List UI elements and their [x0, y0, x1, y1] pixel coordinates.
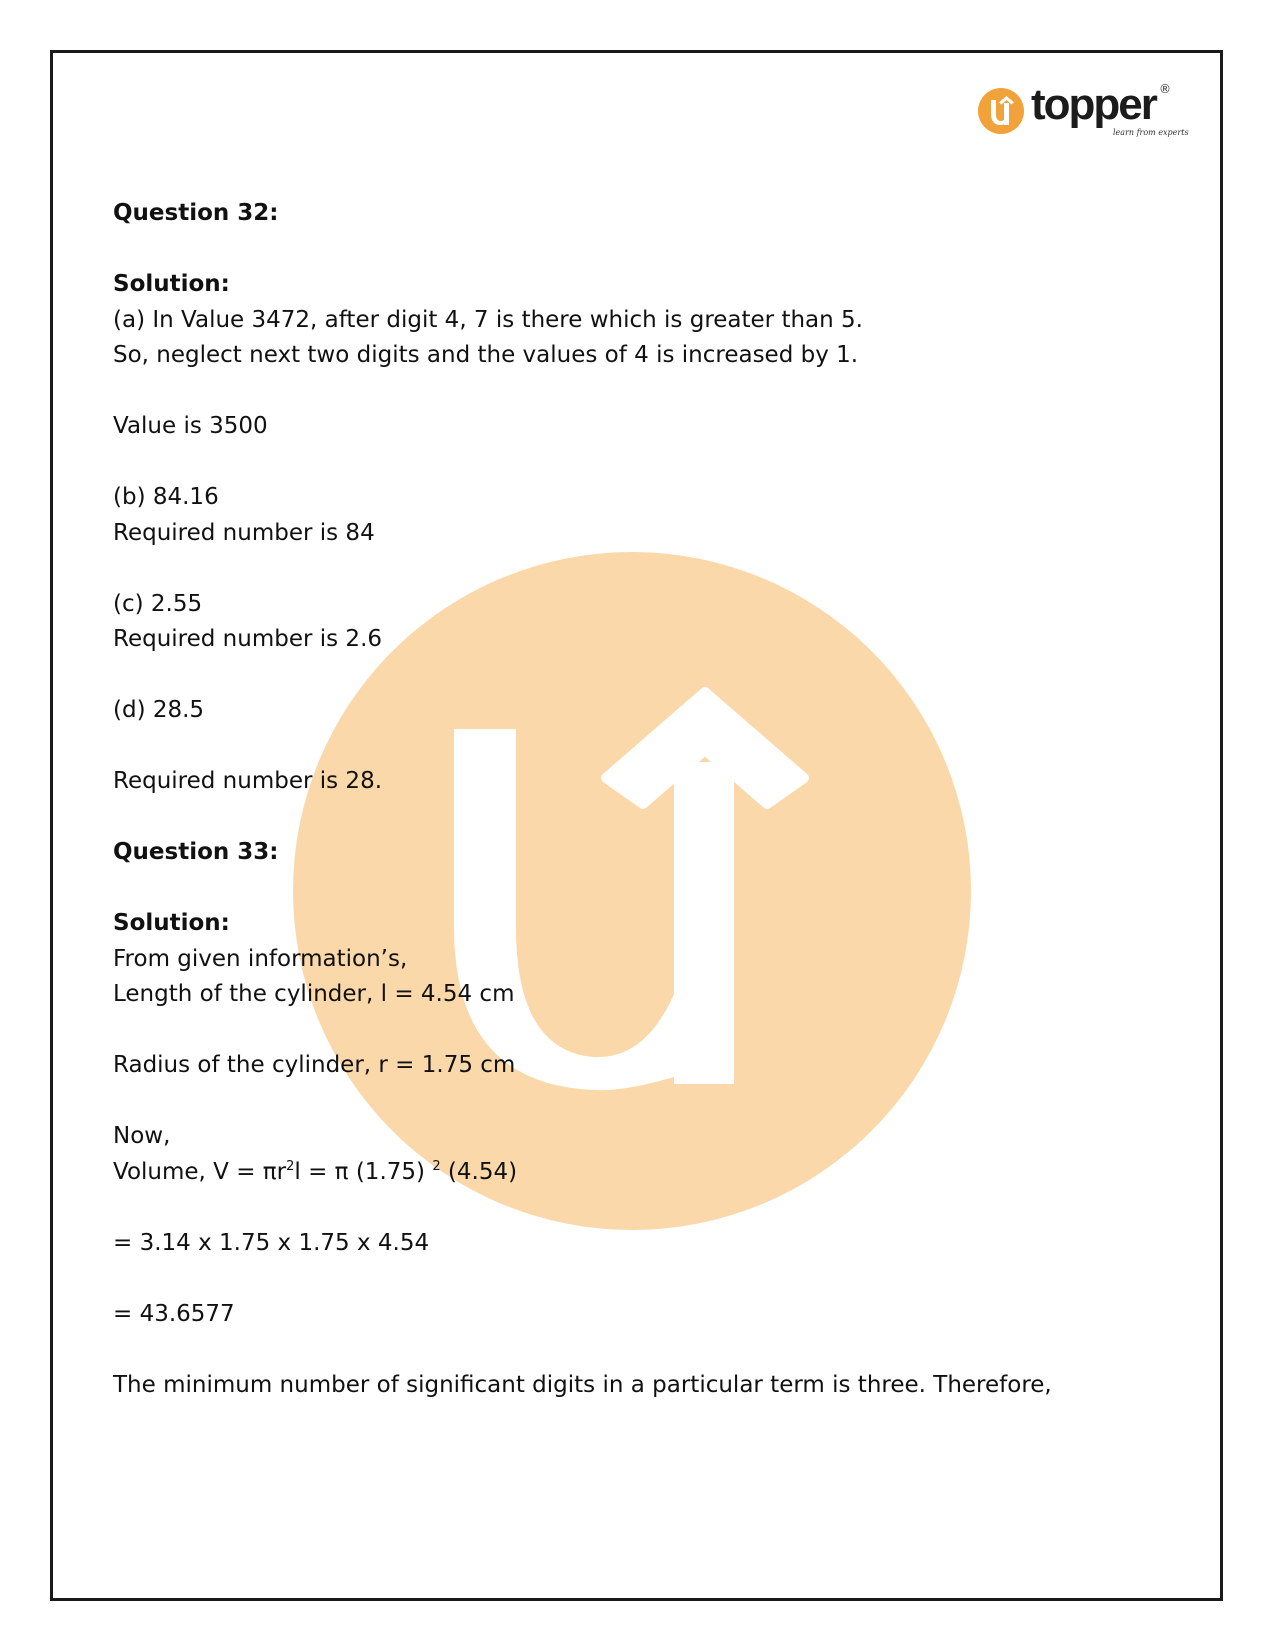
q32-a-line2: So, neglect next two digits and the values of 4 is increased by 1. [113, 342, 859, 368]
q32-d-value: (d) 28.5 [113, 697, 205, 723]
q33-step1: = 3.14 x 1.75 x 1.75 x 4.54 [113, 1229, 430, 1256]
q33-given: From given information’s, [113, 945, 408, 972]
q32-solution-label: Solution: [113, 271, 230, 297]
volume-prefix: Volume, V = πr [113, 1158, 287, 1185]
q32-a-line1: (a) In Value 3472, after digit 4, 7 is there which is greater than 5. [113, 306, 863, 333]
q33-conclusion: The minimum number of significant digits in a particular term is three. Therefore, [113, 1371, 1052, 1398]
question-33-heading: Question 33: [113, 839, 279, 865]
registered-mark: ® [1159, 82, 1171, 96]
q33-length: Length of the cylinder, l = 4.54 cm [113, 981, 515, 1007]
q32-c-value: (c) 2.55 [113, 590, 203, 617]
logo-wordmark: topper [1031, 80, 1156, 129]
q33-now: Now, [113, 1123, 171, 1149]
document-body [113, 196, 1163, 1403]
question-32-heading: Question 32: [113, 200, 279, 226]
q32-b-result: Required number is 84 [113, 519, 375, 546]
volume-exponent-1: 2 [286, 1158, 295, 1174]
q33-volume-formula [113, 1155, 1163, 1191]
volume-suffix: (4.54) [440, 1158, 518, 1185]
q32-c-result: Required number is 2.6 [113, 626, 383, 652]
q32-d-result: Required number is 28. [113, 768, 383, 794]
logo-tagline: learn from experts [1113, 128, 1189, 137]
q32-b-value: (b) 84.16 [113, 484, 219, 510]
q33-step2: = 43.6577 [113, 1300, 235, 1327]
q32-a-result: Value is 3500 [113, 413, 268, 439]
up-arrow-u-icon [978, 88, 1024, 134]
q33-solution-label: Solution: [113, 910, 230, 936]
volume-mid: l = π (1.75) [294, 1158, 433, 1185]
volume-exponent-2: 2 [432, 1158, 441, 1174]
topper-logo [978, 80, 1189, 144]
q33-radius: Radius of the cylinder, r = 1.75 cm [113, 1052, 516, 1078]
